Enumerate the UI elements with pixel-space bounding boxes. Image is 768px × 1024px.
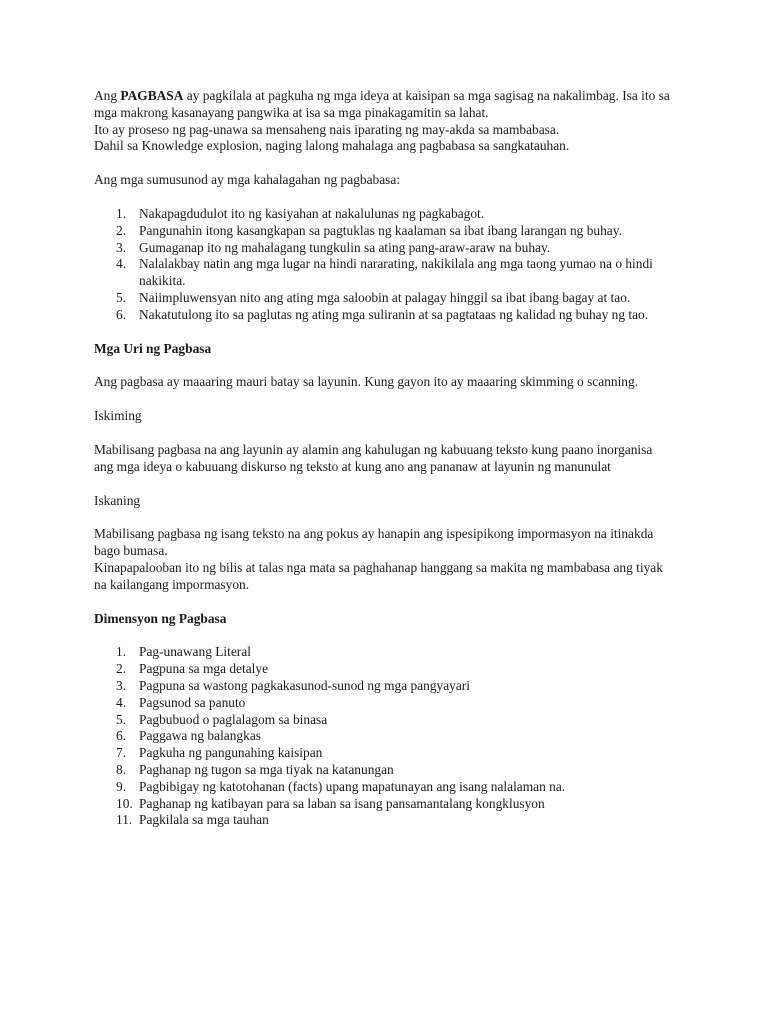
list-item (94, 745, 674, 762)
list-item-text: Paghanap ng tugon sa mga tiyak na katanungan (139, 761, 394, 777)
list-item-number: 3. (116, 239, 127, 255)
list-item-text: Pagsunod sa panuto (139, 694, 246, 710)
list-item-text: Nakatutulong ito sa paglutas ng ating mga suliranin at sa pagtataas ng kalidad ng buhay ng tao. (139, 306, 649, 322)
list-item (94, 240, 674, 257)
list-item-number: 2. (116, 222, 127, 238)
intro-line-2: Ito ay proseso ng pag-unawa sa mensaheng nais iparating ng may-akda sa mambabasa. (94, 121, 560, 137)
intro-line-3: Dahil sa Knowledge explosion, naging lalong mahalaga ang pagbabasa sa sangkatauhan. (94, 138, 570, 154)
list-item (94, 223, 674, 240)
list-item-text: Pagkilala sa mga tauhan (139, 812, 269, 828)
intro-prefix: Ang (94, 88, 121, 103)
list-item-number: 2. (116, 661, 127, 677)
list-item (94, 307, 674, 324)
list-item (94, 812, 674, 829)
document-page (94, 88, 674, 829)
list-item (94, 712, 674, 729)
list-item-text: Paghanap ng katibayan para sa laban sa isang pansamantalang kongklusyon (139, 795, 545, 811)
list-item-number: 7. (116, 745, 127, 761)
list-item-number: 5. (116, 289, 127, 305)
importance-lead: Ang mga sumusunod ay mga kahalagahan ng pagbabasa: (94, 172, 401, 188)
list-item-number: 6. (116, 306, 127, 322)
scanning-description: Mabilisang pagbasa ng isang teksto na ang pokus ay hanapin ang ispesipikong impormasyon na itinakda bago bumasa. (94, 526, 654, 559)
list-item-text: Pagbubuod o paglalagom sa binasa (139, 711, 328, 727)
list-item-number: 3. (116, 677, 127, 693)
list-item-number: 5. (116, 711, 127, 727)
types-heading: Mga Uri ng Pagbasa (94, 340, 212, 356)
list-item (94, 644, 674, 661)
list-item-text: Nakapagdudulot ito ng kasiyahan at nakalulunas ng pagkabagot. (139, 205, 485, 221)
list-item-text: Paggawa ng balangkas (139, 728, 261, 744)
list-item (94, 695, 674, 712)
list-item-text: Pagpuna sa wastong pagkakasunod-sunod ng mga pangyayari (139, 677, 470, 693)
list-item (94, 678, 674, 695)
list-item-number: 10. (116, 795, 133, 811)
list-item-text: Pagpuna sa mga detalye (139, 661, 269, 677)
dimensions-list (94, 644, 674, 829)
list-item-text: Pagbibigay ng katotohanan (facts) upang mapatunayan ang isang nalalaman na. (139, 778, 566, 794)
list-item (94, 206, 674, 223)
list-item (94, 290, 674, 307)
list-item-number: 4. (116, 256, 127, 272)
list-item-text: Naiimpluwensyan nito ang ating mga saloobin at palagay hinggil sa ibat ibang bagay at tao. (139, 289, 631, 305)
list-item-text: Pagkuha ng pangunahing kaisipan (139, 745, 323, 761)
list-item-text: Pag-unawang Literal (139, 644, 251, 660)
intro-paragraph (94, 88, 674, 122)
list-item (94, 661, 674, 678)
list-item-text: Gumaganap ito ng mahalagang tungkulin sa ating pang-araw-araw na buhay. (139, 239, 551, 255)
types-intro: Ang pagbasa ay maaaring mauri batay sa layunin. Kung gayon ito ay maaaring skimming o scanning. (94, 374, 639, 390)
importance-list (94, 206, 674, 324)
scanning-description-2: Kinapapalooban ito ng bilis at talas nga mata sa paghahanap hanggang sa makita ng mambabasa ang tiyak na kailangang impormasyon. (94, 559, 663, 592)
list-item-number: 1. (116, 644, 127, 660)
list-item (94, 796, 674, 813)
skimming-title: Iskiming (94, 408, 142, 424)
list-item (94, 779, 674, 796)
list-item-number: 11. (116, 812, 133, 828)
scanning-title: Iskaning (94, 492, 141, 508)
dimensions-heading: Dimensyon ng Pagbasa (94, 610, 227, 626)
list-item (94, 728, 674, 745)
list-item-text: Pangunahin itong kasangkapan sa pagtuklas ng kaalaman sa ibat ibang larangan ng buhay. (139, 222, 622, 238)
list-item-number: 6. (116, 728, 127, 744)
intro-definition: ay pagkilala at pagkuha ng mga ideya at kaisipan sa mga sagisag na nakalimbag. Isa ito sa mga makrong kasanayang pangwika at isa sa mga pinakagamitin sa lahat. (94, 88, 670, 120)
list-item-number: 8. (116, 761, 127, 777)
intro-bold-term: PAGBASA (120, 88, 184, 103)
list-item-number: 1. (116, 205, 127, 221)
list-item (94, 762, 674, 779)
list-item (94, 256, 674, 290)
list-item-number: 4. (116, 694, 127, 710)
list-item-number: 9. (116, 778, 127, 794)
skimming-description: Mabilisang pagbasa na ang layunin ay alamin ang kahulugan ng kabuuang teksto kung paano inorganisa ang mga ideya o kabuuang diskurso ng teksto at kung ano ang pananaw at layunin ng manunulat (94, 441, 653, 474)
list-item-text: Nalalakbay natin ang mga lugar na hindi nararating, nakikilala ang mga taong yumao na o hindi nakikita. (139, 256, 653, 289)
